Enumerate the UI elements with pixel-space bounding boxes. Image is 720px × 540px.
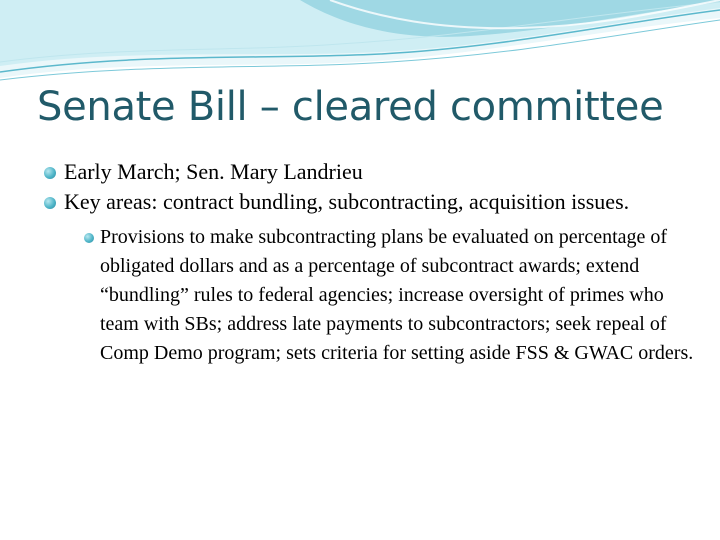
sub-bullet-text: Provisions to make subcontracting plans be evaluated on percentage of obligated dollars and as a percentage of subcontract awards; extend “bundling” rules to federal agencies; increase oversight of primes who team with SBs; address late payments to subcontractors; seek repeal of Comp Demo program; sets criteria for setting aside FSS & GWAC orders. <box>100 226 694 364</box>
slide-title: Senate Bill – cleared committee <box>37 84 664 130</box>
bullet-item <box>44 157 694 187</box>
bullet-list <box>44 157 694 368</box>
bullet-dot-icon <box>44 167 56 179</box>
bullet-item <box>44 187 694 368</box>
bullet-dot-icon <box>44 197 56 209</box>
bullet-text: Early March; Sen. Mary Landrieu <box>64 159 363 184</box>
sub-bullet-item <box>84 223 695 368</box>
header-wave-decoration <box>0 0 720 90</box>
bullet-text: Key areas: contract bundling, subcontracting, acquisition issues. <box>64 189 630 214</box>
bullet-dot-icon <box>84 233 94 243</box>
sub-bullet-list <box>84 223 694 368</box>
